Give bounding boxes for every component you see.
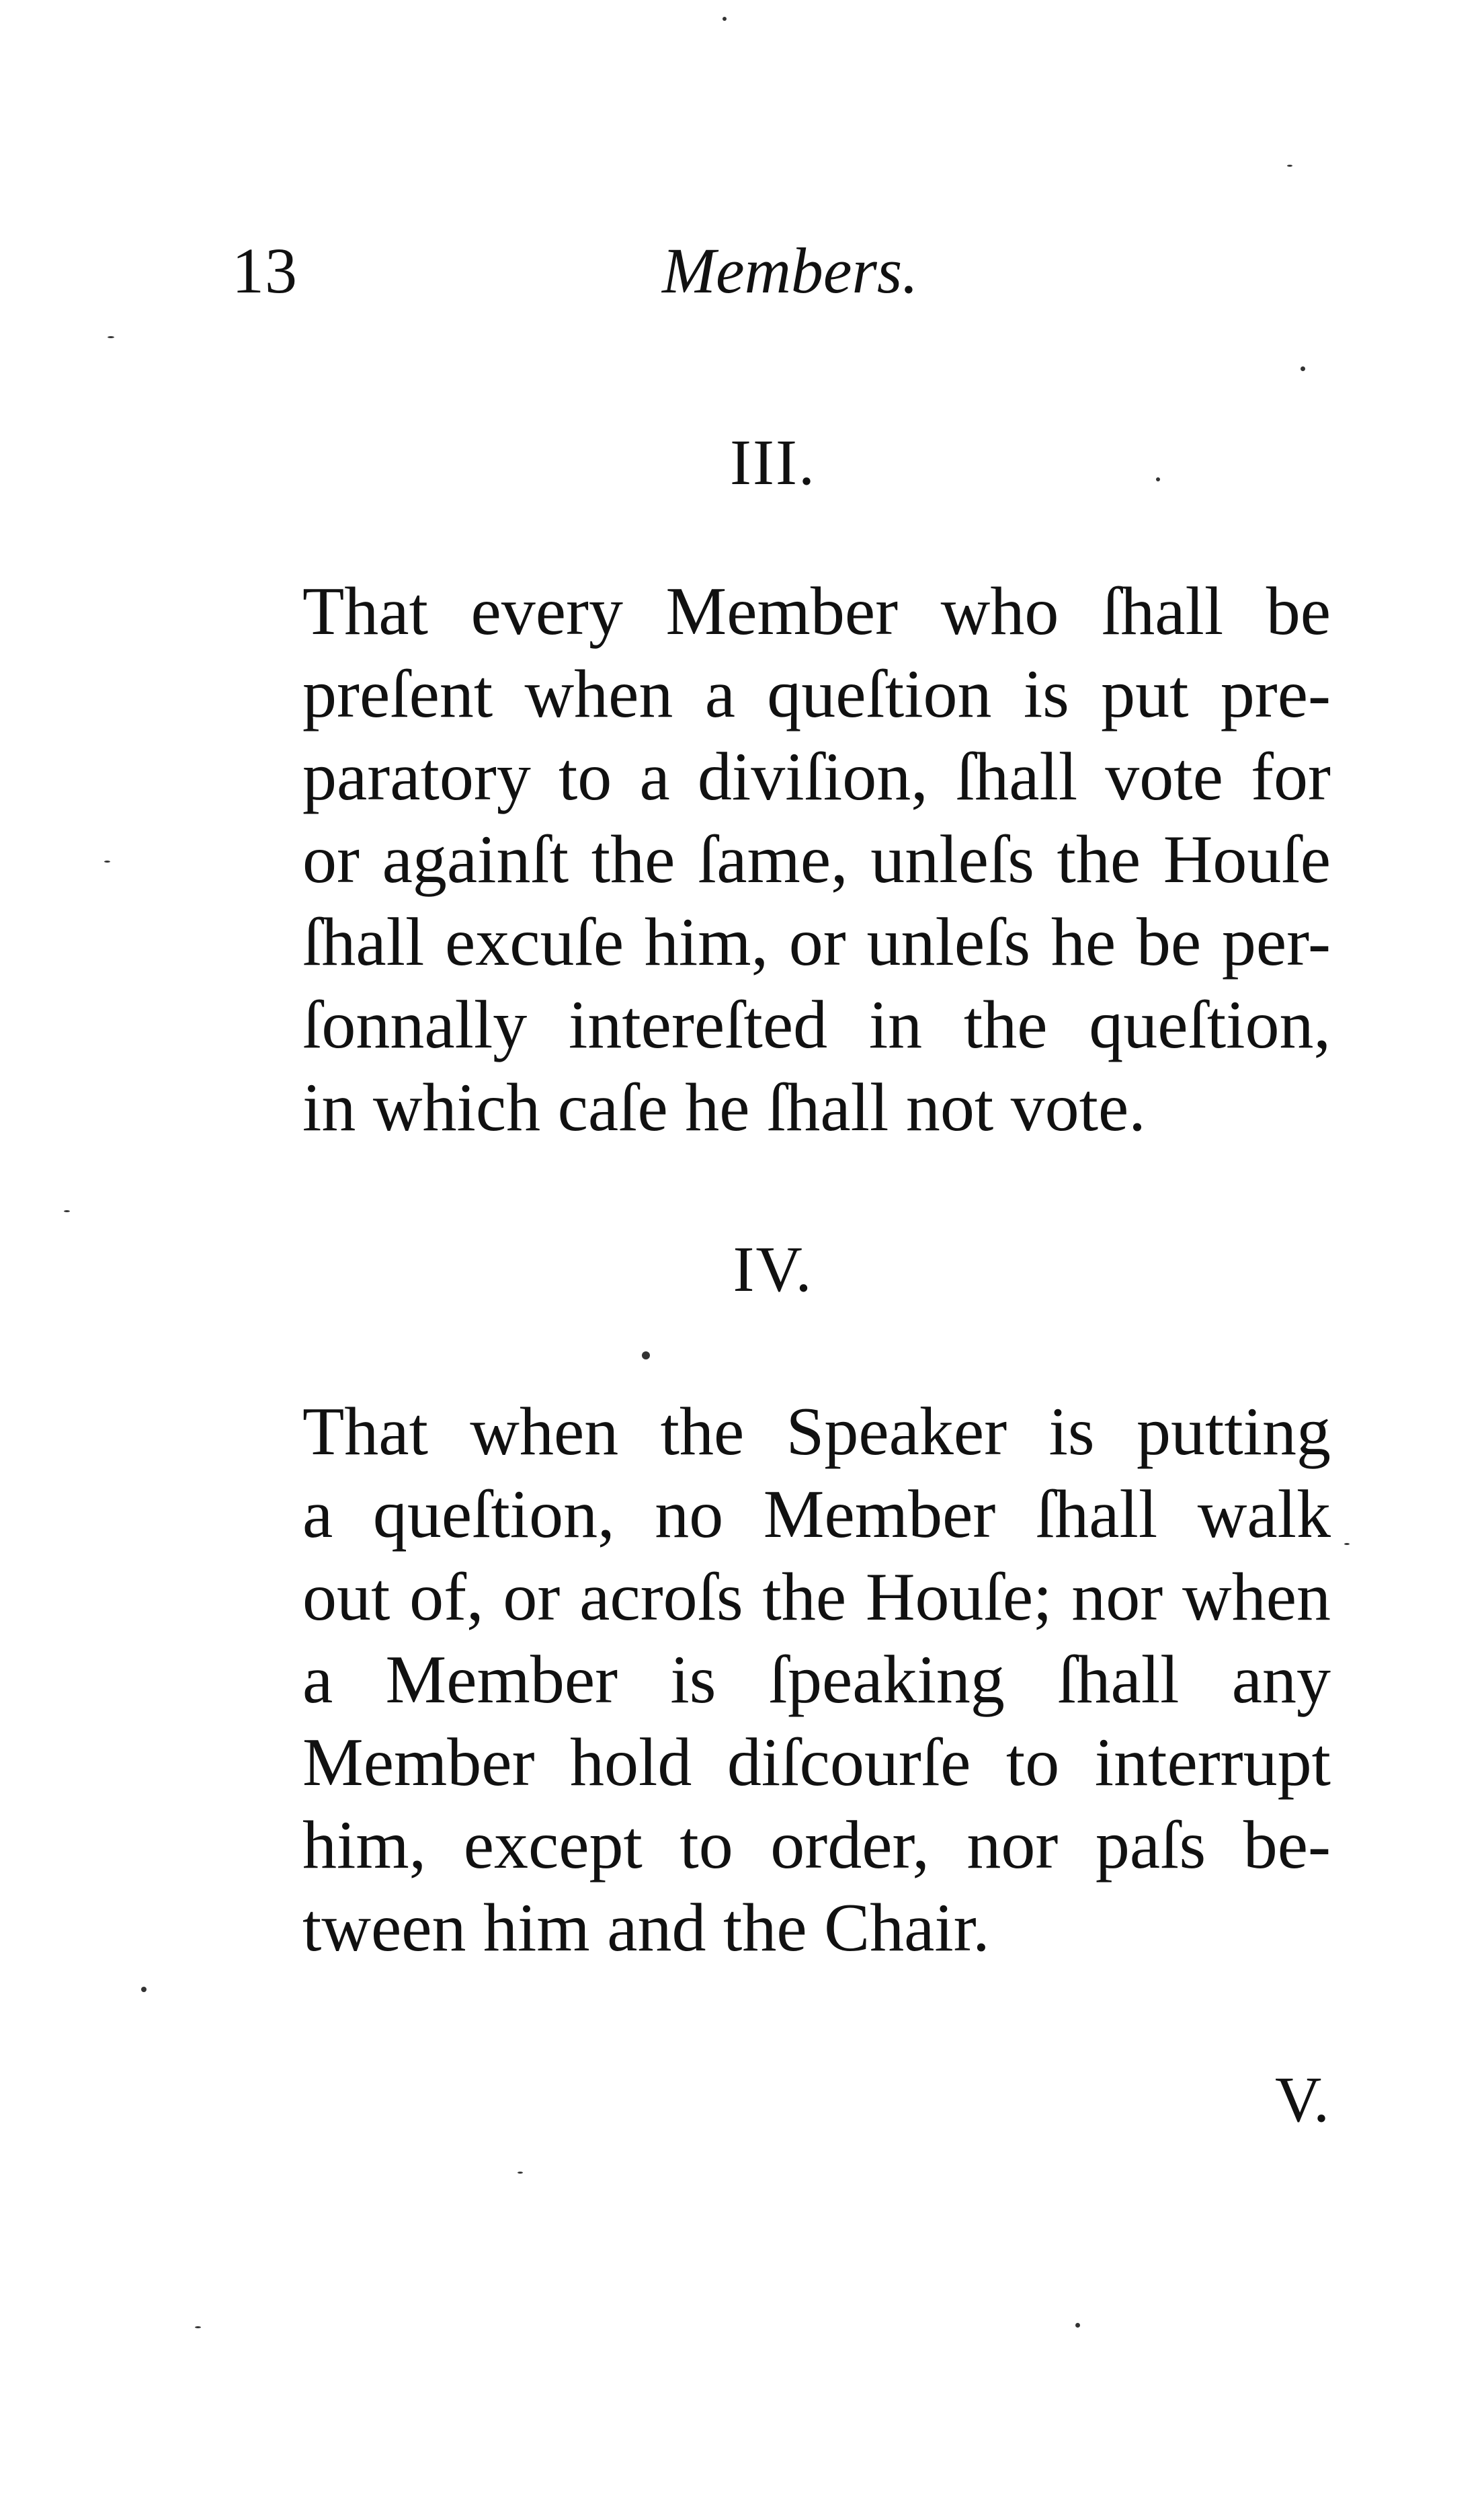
text-line: preſent when a queſtion is put pre-: [302, 656, 1331, 732]
print-speck: [642, 1351, 650, 1359]
section-heading: IV.: [733, 1233, 813, 1305]
text-line: paratory to a diviſion, ſhall vote for: [302, 739, 1331, 815]
text-line: That when the Speaker is putting: [302, 1394, 1331, 1470]
text-line: out of, or acroſs the Houſe; nor when: [302, 1559, 1331, 1635]
print-speck: [1301, 366, 1305, 371]
text-line: a queſtion, no Member ſhall walk: [302, 1476, 1331, 1552]
print-speck: [64, 1210, 70, 1212]
print-speck: [108, 336, 114, 338]
print-speck: [141, 1987, 147, 1992]
text-line: ſonnally intereſted in the queſtion,: [302, 987, 1331, 1063]
text-line: tween him and the Chair.: [302, 1890, 990, 1966]
text-line: him, except to order, nor paſs be-: [302, 1807, 1331, 1883]
print-speck: [1156, 477, 1160, 481]
section-iv: [215, 1233, 1331, 1969]
text-line: a Member is ſpeaking ſhall any: [302, 1642, 1331, 1718]
print-speck: [1075, 2323, 1080, 2328]
print-speck: [518, 2172, 523, 2174]
print-speck: [1287, 165, 1292, 167]
print-speck: [1344, 1543, 1350, 1545]
page-header: [225, 235, 1354, 319]
section-paragraph: [215, 570, 1331, 1149]
print-speck: [195, 2326, 201, 2328]
text-line: Member hold diſcourſe to interrupt: [302, 1725, 1331, 1800]
section-paragraph: [215, 1390, 1331, 1969]
text-line: or againſt the ſame, unleſs the Houſe: [302, 822, 1331, 898]
text-line: ſhall excuſe him, or unleſs he be per-: [302, 904, 1331, 980]
catchword: V.: [1275, 2063, 1329, 2135]
section-heading: III.: [730, 426, 816, 498]
running-head: Members.: [662, 235, 919, 307]
section-iii: [215, 426, 1331, 1149]
print-speck: [723, 17, 727, 21]
print-speck: [104, 861, 110, 863]
page-number: 13: [232, 235, 298, 307]
text-line: That every Member who ſhall be: [302, 573, 1331, 649]
text-line: in which caſe he ſhall not vote.: [302, 1070, 1146, 1146]
